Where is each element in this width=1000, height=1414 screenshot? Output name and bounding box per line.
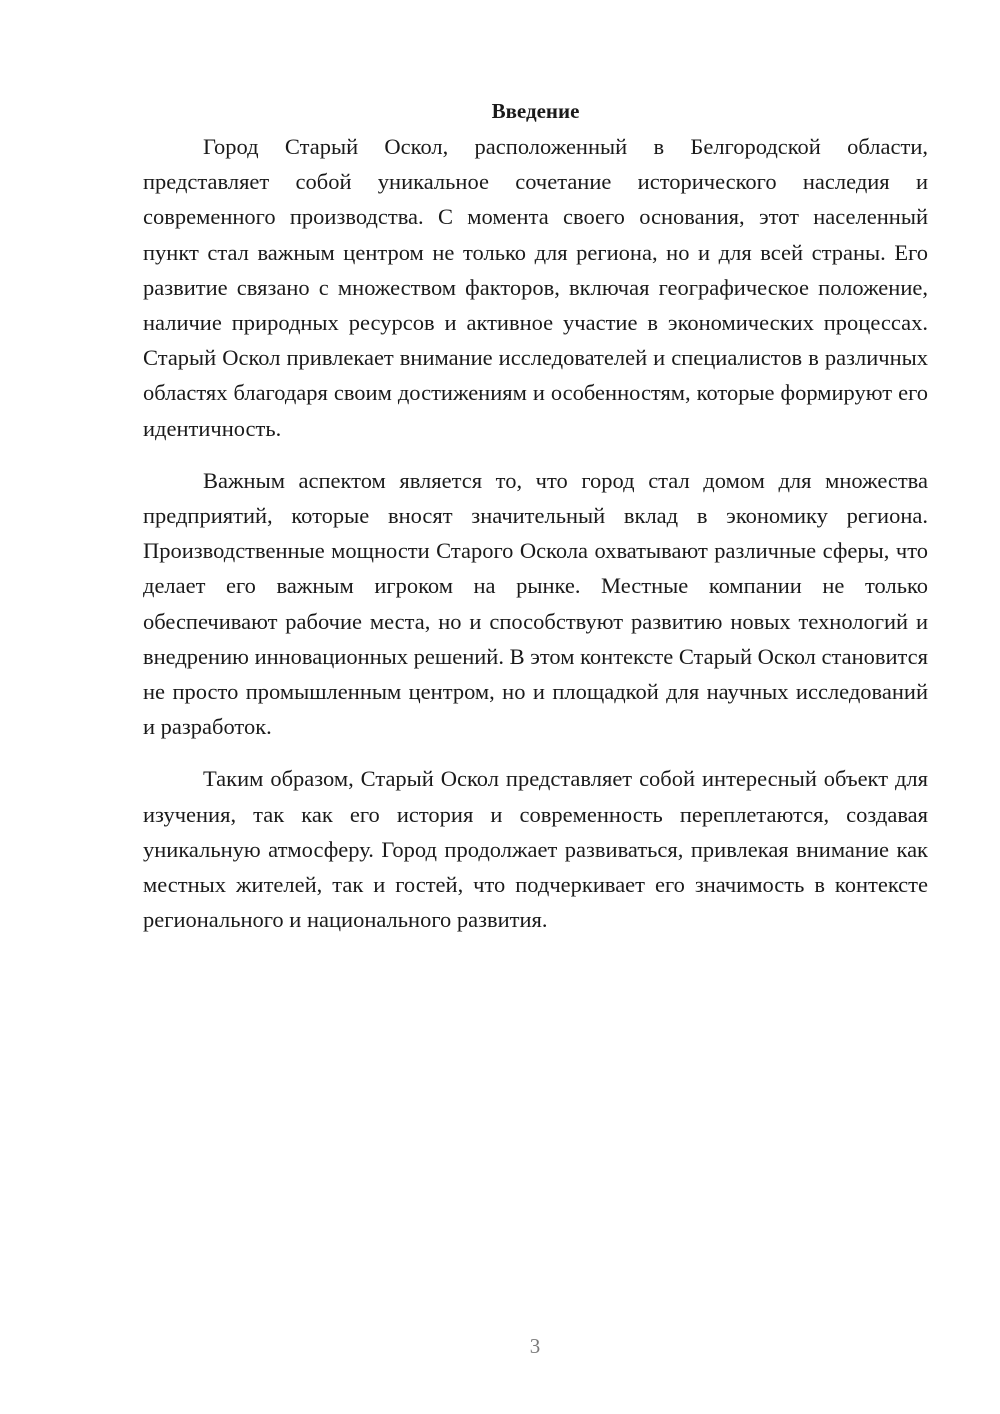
- paragraph-3: Таким образом, Старый Оскол представляет собой интересный объект для изучения, так как его история и современность переплетаются, создавая уникальную атмосферу. Город продолжает развиваться, привлекая внимание как местных жителей, так и гостей, что подчеркивает его значимость в контексте регионального и национального развития.: [143, 766, 928, 933]
- section-title: Введение: [491, 99, 580, 123]
- document-body: [143, 95, 928, 954]
- page-number: 3: [529, 1334, 541, 1358]
- paragraph-2: Важным аспектом является то, что город стал домом для множества предприятий, которые вносят значительный вклад в экономику региона. Производственные мощности Старого Оскола охватывают различные сферы, что делает его важным игроком на рынке. Местные компании не только обеспечивают рабочие места, но и способствуют развитию новых технологий и внедрению инновационных решений. В этом контексте Старый Оскол становится не просто промышленным центром, но и площадкой для научных исследований и разработок.: [143, 467, 928, 740]
- paragraph-1: Город Старый Оскол, расположенный в Белгородской области, представляет собой уникальное сочетание исторического наследия и современного производства. С момента своего основания, этот населенный пункт стал важным центром не только для региона, но и для всей страны. Его развитие связано с множеством факторов, включая географическое положение, наличие природных ресурсов и активное участие в экономических процессах. Старый Оскол привлекает внимание исследователей и специалистов в различных областях благодаря своим достижениям и особенностям, которые формируют его идентичность.: [143, 134, 928, 441]
